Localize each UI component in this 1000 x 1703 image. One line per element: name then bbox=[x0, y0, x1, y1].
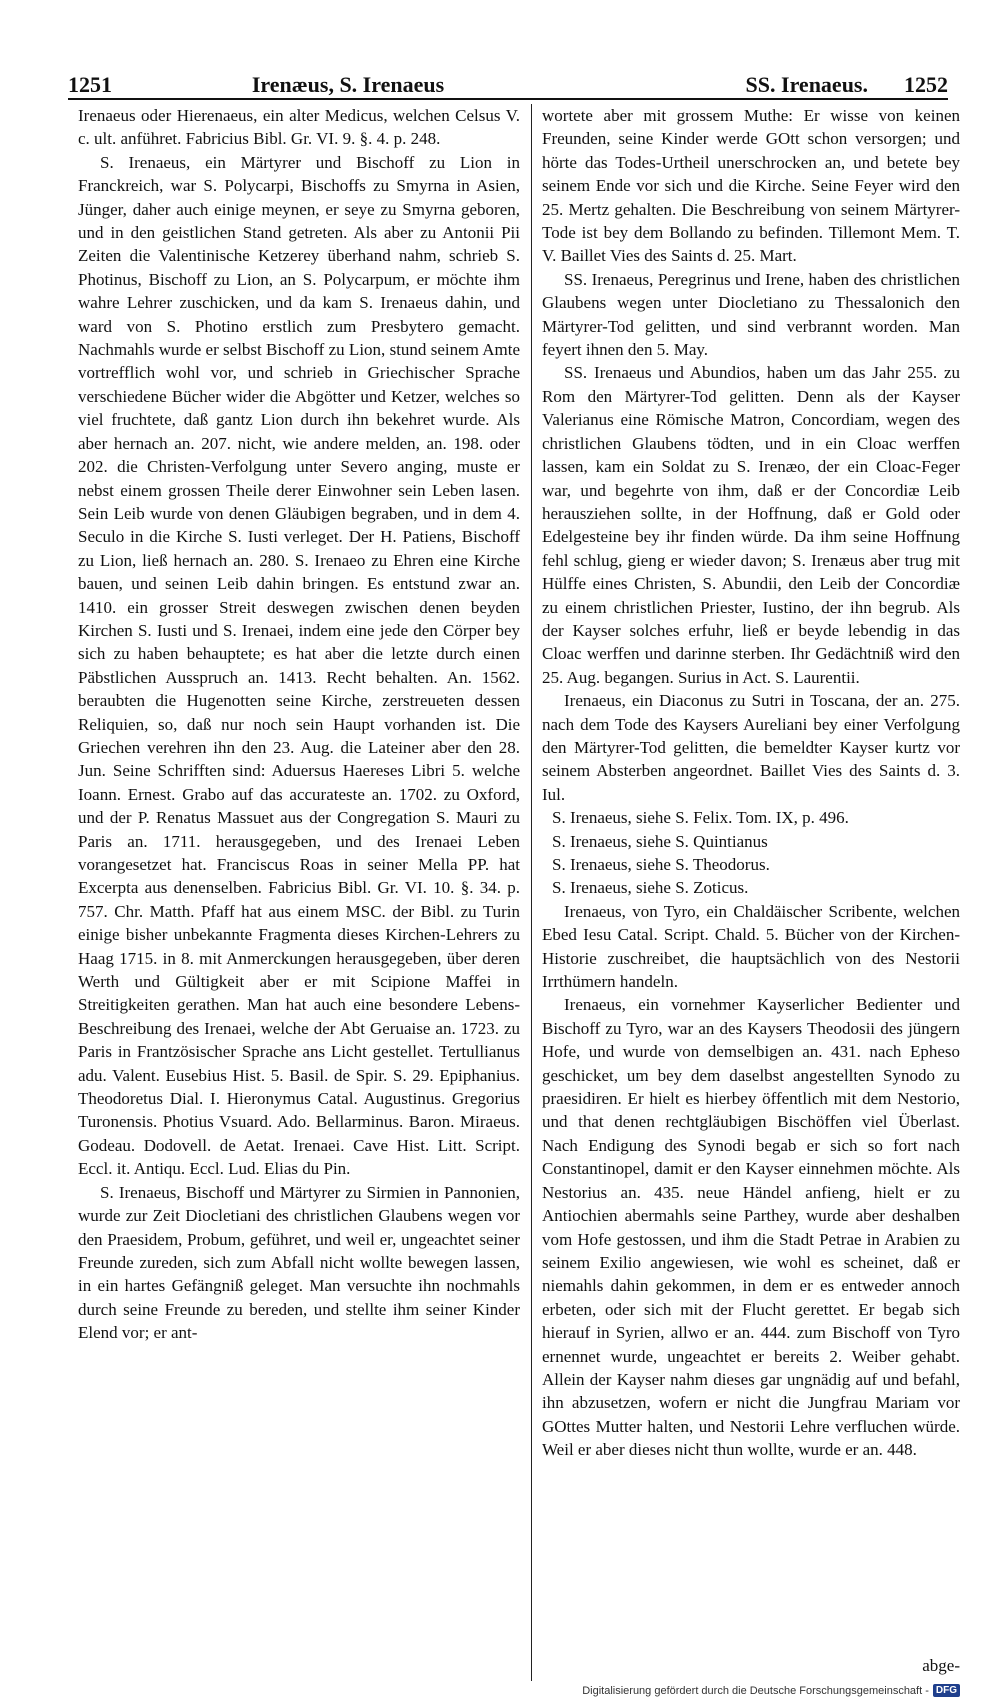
entry-irenaeus-peregrinus-irene: SS. Irenaeus, Peregrinus und Irene, haben des christlichen Glaubens wegen unter Diocletiano zu Thessalonich den Märtyrer-Tod gelitten, und sind verbrannt worden. Man feyert ihnen den 5. May. bbox=[542, 269, 960, 360]
page-number-left: 1251 bbox=[68, 72, 112, 97]
footer-credit: Digitalisierung gefördert durch die Deutsche Forschungsgemeinschaft - bbox=[582, 1684, 929, 1697]
column-divider bbox=[531, 104, 532, 1681]
cross-reference: S. Irenaeus, siehe S. Zoticus. bbox=[552, 878, 749, 898]
header-rule bbox=[68, 98, 948, 100]
entry-irenaeus-bischoff-tyro: Irenaeus, ein vornehmer Kayserlicher Bedienter und Bischoff zu Tyro, war an des Kaysers Theodosii des jüngern Hofe, und wurde von demselbigen an. 431. nach Epheso geschicket, um bey dem daselbst angestellten Synodo zu praesidiren. Er hielt es hierbey öffentlich mit dem Nestorio, und that denen rechtgläubigen Bischöffen viel Überlast. Nach Endigung des Synodi begab er sich so fort nach Constantinopel, damit er den Kayser einnehmen möchte. Als Nestorius an. 435. neue Händel anfieng, hielt er zu Antiochien abermahls seine Parthey, wurde aber deshalben vom Hofe gestossen, und ihm die Stadt Petrae in Arabien zu seinem Exilio angewiesen, wie wohl es scheinet, daß er niemahls dahin gekommen, in dem er es entweder annoch erbeten, oder sich mit der Flucht gerettet. Er begab sich hierauf in Syrien, allwo er an. 444. zum Bischoff von Tyro ernennet wurde, ungeachtet er bereits 2. Weiber gehabt. Allein der Kayser nahm dieses gar ungnädig auf und befahl, ihn abzusetzen, wofern er nicht die Jungfrau Mariam vor GOttes Mutter halten, und Nestorii Lehre verfluchen würde. Weil er aber dieses nicht thun wollte, wurde er an. 448. bbox=[542, 995, 960, 1460]
entry-irenaeus-sirmien: S. Irenaeus, Bischoff und Märtyrer zu Sirmien in Pannonien, wurde zur Zeit Diocletiani des christlichen Glaubens wegen vor den Praesidem, Probum, geführet, und weil er, ungeachtet seiner Freunde zureden, sich zum Abfall nicht wollte bewegen lassen, in ein hartes Gefängniß geleget. Man versuchte ihn nochmahls durch seine Freunde zu bereden, und stellte ihm seiner Kinder Elend vor; er ant- bbox=[78, 1182, 520, 1343]
catchword: abge- bbox=[922, 1656, 960, 1675]
entry-hierenaeus-medicus: Irenaeus oder Hierenaeus, ein alter Medicus, welchen Celsus V. c. ult. anführet. Fabricius Bibl. Gr. VI. 9. §. 4. p. 248. bbox=[78, 106, 520, 149]
running-title-left: Irenæus, S. Irenaeus bbox=[251, 72, 445, 97]
cross-reference: S. Irenaeus, siehe S. Felix. Tom. IX, p. 496. bbox=[552, 808, 849, 828]
left-column bbox=[78, 104, 520, 1345]
cross-reference: S. Irenaeus, siehe S. Theodorus. bbox=[552, 855, 770, 874]
cross-reference: S. Irenaeus, siehe S. Quintianus bbox=[552, 831, 768, 851]
entry-irenaeus-sirmien-continued: wortete aber mit grossem Muthe: Er wisse von keinen Freunden, seine Kinder werde GOtt schon versorgen; und hörte das Todes-Urtheil unerschrocken an, und betete bey seinem Ende vor sich und die Kirche. Seine Feyer wird den 25. Mertz gehalten. Die Beschreibung von seinem Märtyrer-Tode ist bey dem Bollando zu befinden. Tillemont Mem. T. V. Baillet Vies des Saints d. 25. Mart. bbox=[542, 106, 960, 266]
entry-irenaeus-lion: S. Irenaeus, ein Märtyrer und Bischoff zu Lion in Franckreich, war S. Polycarpi, Bischoffs zu Smyrna in Asien, Jünger, daher auch einige meynen, er seye zu Smyrna geboren, und in den geistlichen Stand getreten. Als aber zu Antonii Pii Zeiten die Valentinische Ketzerey überhand nahm, schrieb S. Photinus, Bischoff zu Lion, an S. Polycarpum, er möchte ihm wahre Lehrer zuschicken, und da kam S. Irenaeus dahin, und ward von S. Photino erstlich zum Presbytero gemacht. Nachmahls wurde er selbst Bischoff zu Lion, stund seinem Amte vortrefflich wohl vor, und schrieb in Griechischer Sprache verschiedene Bücher wider die Abgötter und Ketzer, welches so viel fruchtete, daß gantz Lion durch ihn bekehret wurde. Als aber hernach an. 207. nicht, wie andere melden, an. 198. oder 202. die Christen-Verfolgung unter Severo anging, muste er nebst einem grossen Theile derer Einwohner sein Leben lasen. Sein Leib wurde von denen Gläubigen begraben, und in dem 4. Seculo in die Kirche S. Iusti verleget. Der H. Patiens, Bischoff zu Lion, ließ hernach an. 280. S. Irenaeo zu Ehren eine Kirche bauen, und seinen Leib dahin bringen. Es entstund zwar an. 1410. ein grosser Streit deswegen zwischen denen beyden Kirchen S. Iusti und S. Irenaei, indem eine jede den Cörper bey sich zu haben behauptete; es hat aber die letzte durch einen Päbstlichen Ausspruch an. 1413. Recht behalten. An. 1562. beraubten die Hugenotten seine Kirche, zerstreueten dessen Reliquien, so, daß nur noch sein Haupt vorhanden ist. Die Griechen verehren ihn den 23. Aug. die Lateiner aber den 28. Jun. Seine Schrifften sind: Aduersus Haereses Libri 5. welche Ioann. Ernest. Grabo auf das accurateste an. 1702. zu Oxford, und der P. Renatus Massuet aus der Congregation S. Mauri zu Paris an. 1711. herausgegeben, und des Irenaei Leben vorangesetzet hat. Franciscus Roas in seiner Mella PP. hat Excerpta aus denenselben. Fabricius Bibl. Gr. VI. 10. §. 34. p. 757. Chr. Matth. Pfaff hat aus einem MSC. der Bibl. zu Turin einige bisher unbekannte Fragmenta dieses Kirchen-Lehrers zu Haag 1715. in 8. mit Anmerckungen herausgegeben, über deren Werth und Gültigkeit aber er mit Scipione Maffei in Streitigkeiten gerathen. Man hat auch eine besondere Lebens-Beschreibung des Irenaei, welche der Abt Geruaise an. 1723. zu Paris in Frantzösischer Sprache ans Licht gestellet. Tertullianus adu. Valent. Eusebius Hist. 5. Basil. de Spir. S. 29. Epiphanius. Theodoretus Dial. I. Hieronymus Catal. Augustinus. Gregorius Turonensis. Photius Vsuard. Ado. Bellarminus. Baron. Miraeus. Godeau. Dodovell. de Aetat. Irenaei. Cave Hist. Litt. Script. Eccl. it. Antiqu. Eccl. Lud. Elias du Pin. bbox=[78, 152, 520, 1179]
running-title-right: SS. Irenaeus. bbox=[745, 72, 868, 97]
page-number-right: 1252 bbox=[904, 72, 948, 97]
right-column bbox=[542, 104, 960, 1462]
entry-irenaeus-abundios: SS. Irenaeus und Abundios, haben um das Jahr 255. zu Rom den Märtyrer-Tod gelitten. Denn als der Kayser Valerianus eine Römische Matron, Concordiam, wegen des christlichen Glaubens tödten, und in ein Cloac werffen lassen, kam ein Soldat zu S. Irenæo, der ein Cloac-Feger war, und begehrte von ihm, daß er der Concordiæ Leib herausziehen sollte, in der Hoffnung, daß er Gold oder Edelgesteine bey ihr finden würde. Da ihm seine Hoffnung fehl schlug, gieng er wieder davon; S. Irenæus aber trug mit Hülffe eines Christen, S. Abundii, den Leib der Concordiæ zu einem christlichen Priester, Iustino, der ihn begrub. Als der Kayser solches erfuhr, ließ er beyde lebendig in das Cloac werffen und darinne sterben. Ihr Gedächtniß wird den 25. Aug. begangen. Surius in Act. S. Laurentii. bbox=[542, 363, 960, 687]
dfg-logo: DFG bbox=[933, 1684, 960, 1697]
running-header bbox=[68, 64, 948, 98]
entry-irenaeus-von-tyro: Irenaeus, von Tyro, ein Chaldäischer Scribente, welchen Ebed Iesu Catal. Script. Chald. 5. Bücher von der Kirchen-Historie zuschreibet, die hauptsächlich von des Nestorii Irrthümern handeln. bbox=[542, 901, 960, 992]
digitization-footer bbox=[582, 1684, 960, 1697]
entry-irenaeus-sutri: Irenaeus, ein Diaconus zu Sutri in Toscana, der an. 275. nach dem Tode des Kaysers Aureliani bey einer Verfolgung den Märtyrer-Tod gelitten, die bemeldter Kayser kurtz vor seinem Absterben angeordnet. Baillet Vies des Saints d. 3. Iul. bbox=[542, 691, 960, 804]
